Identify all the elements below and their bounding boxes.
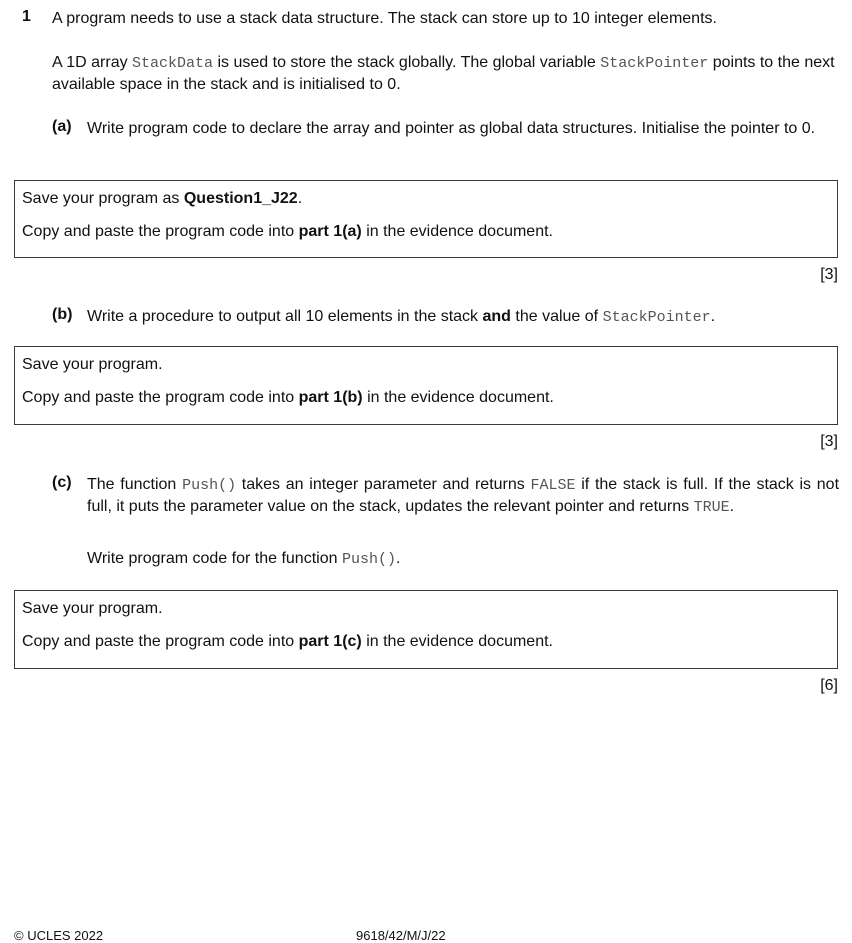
part-b-marks: [3] bbox=[820, 433, 838, 450]
part-a-text: Write program code to declare the array and pointer as global data structures. Initialise the pointer to 0. bbox=[87, 120, 816, 137]
part-b-instruction-box bbox=[14, 346, 838, 425]
code-stackdata: StackData bbox=[132, 55, 214, 72]
code-push-2: Push() bbox=[341, 551, 396, 568]
footer-copyright: © UCLES 2022 bbox=[14, 928, 104, 943]
code-stackpointer: StackPointer bbox=[600, 55, 709, 72]
code-stackpointer-b: StackPointer bbox=[602, 309, 711, 326]
part-a-paste-line: Copy and paste the program code into part 1(a) in the evidence document. bbox=[22, 223, 553, 240]
part-c-label: (c) bbox=[52, 474, 72, 491]
question-intro: A program needs to use a stack data structure. The stack can store up to 10 integer elements. bbox=[52, 10, 717, 27]
part-b-save-line: Save your program. bbox=[22, 356, 163, 373]
question-context: A 1D array StackData is used to store the stack globally. The global variable StackPointer points to the next available space in the stack and is initialised to 0. bbox=[52, 54, 835, 93]
part-b-label: (b) bbox=[52, 306, 73, 323]
part-a-save-line: Save your program as Question1_J22. bbox=[22, 190, 303, 207]
part-c-paste-line: Copy and paste the program code into part 1(c) in the evidence document. bbox=[22, 633, 553, 650]
part-c-save-line: Save your program. bbox=[22, 600, 163, 617]
code-false: FALSE bbox=[530, 477, 576, 494]
footer-paper-code: 9618/42/M/J/22 bbox=[356, 928, 446, 943]
part-b-text: Write a procedure to output all 10 elements in the stack and the value of StackPointer. bbox=[87, 308, 716, 326]
question-number: 1 bbox=[22, 8, 31, 25]
part-a-instruction-box bbox=[14, 180, 838, 258]
part-c-instruction-box bbox=[14, 590, 838, 669]
part-a-marks: [3] bbox=[820, 266, 838, 283]
code-true: TRUE bbox=[693, 499, 730, 516]
part-c-text: The function Push() takes an integer parameter and returns FALSE if the stack is full. If the stack is not full, it puts the parameter value on the stack, updates the relevant pointer and returns TRUE. bbox=[87, 476, 840, 516]
part-c-marks: [6] bbox=[820, 677, 838, 694]
code-push: Push() bbox=[182, 477, 237, 494]
part-a-label: (a) bbox=[52, 118, 72, 135]
part-b-paste-line: Copy and paste the program code into part 1(b) in the evidence document. bbox=[22, 389, 554, 406]
part-c-instruction: Write program code for the function Push(). bbox=[87, 550, 401, 568]
